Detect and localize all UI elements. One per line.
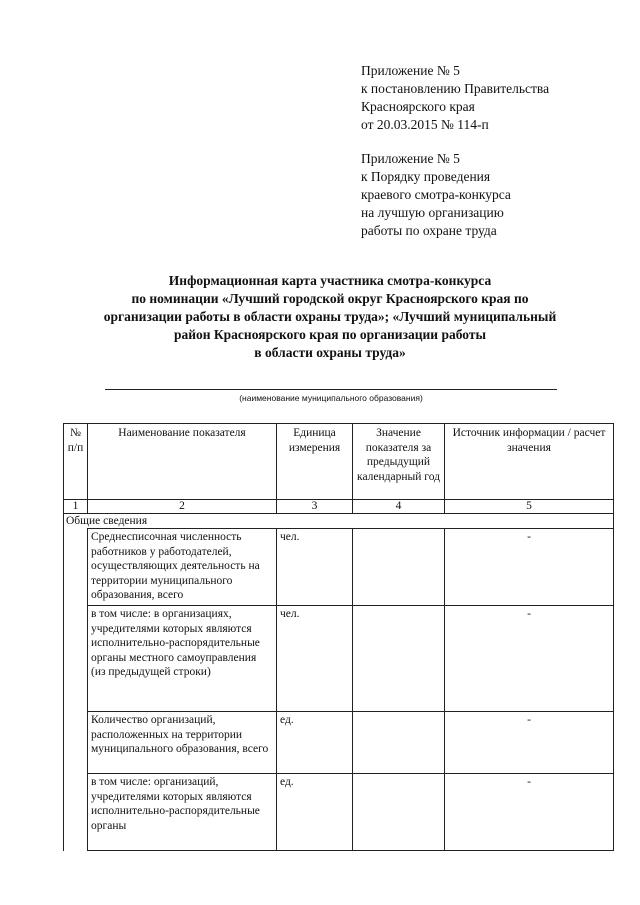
column-number: 1 (64, 500, 88, 514)
title-line: район Красноярского края по организации работы (173, 327, 487, 342)
column-number: 4 (353, 500, 445, 514)
unit-cell: ед. (277, 712, 353, 774)
table-header-row (64, 424, 614, 500)
source-cell[interactable]: - (445, 774, 614, 851)
column-number: 2 (88, 500, 277, 514)
row-number-cell (64, 529, 88, 606)
title-line: организации работы в области охраны труда»; «Лучший муниципальный (103, 309, 557, 324)
unit-cell: ед. (277, 774, 353, 851)
municipality-caption: (наименование муниципального образования) (239, 393, 423, 403)
table-row (64, 606, 614, 712)
indicator-table (63, 423, 614, 851)
appendix-line: работы по охране труда (361, 223, 497, 238)
value-cell[interactable] (353, 529, 445, 606)
appendix-order-reference (361, 150, 511, 240)
unit-cell: чел. (277, 606, 353, 712)
column-number: 5 (445, 500, 614, 514)
title-line: в области охраны труда» (254, 345, 406, 360)
title-line: по номинации «Лучший городской округ Красноярского края по (131, 291, 529, 306)
column-number-row (64, 500, 614, 514)
header-value: Значение показателя за предыдущий календарный год (353, 424, 445, 500)
header-unit: Единица измерения (277, 424, 353, 500)
appendix-date: от 20.03.2015 № 114-п (361, 117, 489, 132)
table-row (64, 712, 614, 774)
header-indicator: Наименование показателя (88, 424, 277, 500)
table-row (64, 774, 614, 851)
municipality-fill-line[interactable] (105, 389, 557, 390)
section-title: Общие сведения (64, 514, 614, 529)
appendix-line: к Порядку проведения (361, 169, 491, 184)
appendix-line: на лучшую организацию (361, 205, 504, 220)
section-row (64, 514, 614, 529)
header-source: Источник информации / расчет значения (445, 424, 614, 500)
source-cell[interactable]: - (445, 606, 614, 712)
title-line: Информационная карта участника смотра-конкурса (168, 273, 492, 288)
appendix-number: Приложение № 5 (361, 63, 460, 78)
source-cell[interactable]: - (445, 712, 614, 774)
appendix-line: Красноярского края (361, 99, 475, 114)
appendix-line: краевого смотра-конкурса (361, 187, 511, 202)
source-cell[interactable]: - (445, 529, 614, 606)
row-number-cell (64, 606, 88, 712)
unit-cell: чел. (277, 529, 353, 606)
value-cell[interactable] (353, 712, 445, 774)
indicator-cell: Среднесписочная численность работников у работодателей, осуществляющих деятельность на территории муниципального образования, всего (88, 529, 277, 606)
document-title (60, 272, 600, 362)
indicator-cell: в том числе: в организациях, учредителями которых являются исполнительно-распорядительные органы местного самоуправления (из предыдущей строки) (88, 606, 277, 712)
value-cell[interactable] (353, 774, 445, 851)
column-number: 3 (277, 500, 353, 514)
table-row (64, 529, 614, 606)
appendix-line: к постановлению Правительства (361, 81, 550, 96)
value-cell[interactable] (353, 606, 445, 712)
indicator-cell: в том числе: организаций, учредителями которых являются исполнительно-распорядительные органы (88, 774, 277, 851)
row-number-cell (64, 712, 88, 774)
indicator-cell: Количество организаций, расположенных на территории муниципального образования, всего (88, 712, 277, 774)
header-number: № п/п (64, 424, 88, 500)
appendix-government-reference (361, 62, 549, 134)
row-number-cell (64, 774, 88, 851)
appendix-number: Приложение № 5 (361, 151, 460, 166)
